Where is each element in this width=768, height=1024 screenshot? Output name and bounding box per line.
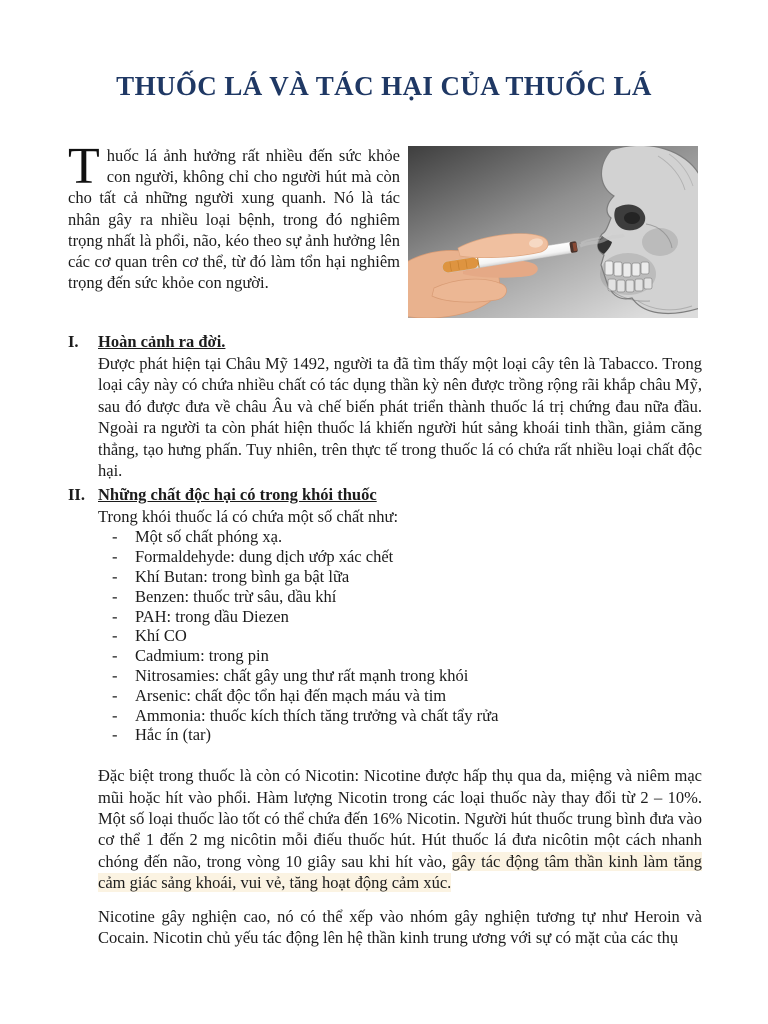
- section-2-numeral: II.: [68, 485, 85, 505]
- bullet-dash: -: [112, 606, 118, 626]
- list-item: [98, 587, 702, 607]
- list-item: [98, 666, 702, 686]
- list-item: [98, 527, 702, 547]
- list-item-text: PAH: trong dầu Diezen: [135, 606, 289, 626]
- list-item: [98, 686, 702, 706]
- bullet-dash: -: [112, 646, 118, 666]
- page-title: THUỐC LÁ VÀ TÁC HẠI CỦA THUỐC LÁ: [116, 71, 652, 101]
- section-1-text: Được phát hiện tại Châu Mỹ 1492, người ta đã tìm thấy một loại cây tên là Tabacco. Trong loại cây này có chứa nhiều chất có tác dụng thần kỳ nên được trồng rộng rãi khắp châu Mỹ, sau đó được đưa về châu Âu và chế biến phát triển thành thuốc lá trị chứng đau nữa đầu. Ngoài ra người ta còn phát hiện thuốc lá khiến người hút sảng khoái tinh thần, giảm căng thẳng, tạo hưng phấn. Tuy nhiên, trên thực tế trong thuốc lá có chứa rất nhiều loại chất độc hại.: [98, 354, 702, 481]
- list-item-text: Khí Butan: trong bình ga bật lữa: [135, 567, 350, 587]
- nicotine-paragraph-text: Đặc biệt trong thuốc là còn có Nicotin: Nicotine được hấp thụ qua da, miệng và niêm mạc mũi hoặc hít vào phổi. Hàm lượng Nicotin trong các loại thuốc này thay đổi từ 2 – 10%. Một số loại thuốc lào tốt có thể chứa đến 16% Nicotin. Người hút thuốc trung bình đưa vào cơ thể 1 đến 2 mg nicôtin mỗi điếu thuốc hút. Hút thuốc lá đưa nicôtin một cách nhanh chóng đến não, trong vòng 10 giây sau khi hít vào,: [98, 766, 702, 871]
- list-item: [98, 706, 702, 726]
- section-1-heading: Hoàn cảnh ra đời.: [98, 332, 226, 351]
- list-item-text: Hắc ín (tar): [135, 725, 212, 745]
- list-item-text: Arsenic: chất độc tổn hại đến mạch máu và tim: [135, 685, 447, 705]
- section-2-heading: Những chất độc hại có trong khói thuốc: [98, 485, 377, 505]
- intro-paragraph-text: huốc lá ảnh hưởng rất nhiều đến sức khỏe con người, không chỉ cho người hút mà còn cho tất cả những người xung quanh. Nó là tác nhân gây ra nhiều loại bệnh, trong đó nghiêm trọng nhất là phổi, não, kéo theo sự ảnh hưởng lên các cơ quan trên cơ thể, từ đó làm tổn hại nghiêm trọng đến sức khỏe con người.: [68, 146, 400, 293]
- bullet-dash: -: [112, 547, 118, 567]
- toxic-substances-list: [98, 527, 702, 745]
- intro-section: [0, 138, 768, 331]
- section-2: [68, 484, 702, 745]
- bullet-dash: -: [112, 586, 118, 606]
- list-item-text: Benzen: thuốc trừ sâu, dầu khí: [135, 586, 337, 606]
- section-1-numeral: I.: [68, 332, 79, 351]
- bullet-dash: -: [112, 666, 118, 686]
- list-item-text: Formaldehyde: dung dịch ướp xác chết: [135, 547, 394, 567]
- drop-cap: T: [68, 138, 100, 195]
- list-item: [98, 626, 702, 646]
- section-1: [68, 331, 702, 481]
- skull-illustration: [598, 146, 698, 313]
- bullet-dash: -: [112, 705, 118, 725]
- cigarette-skull-image: [408, 146, 698, 318]
- list-item-text: Nitrosamies: chất gây ung thư rất mạnh trong khói: [135, 666, 469, 686]
- bullet-dash: -: [112, 527, 118, 547]
- list-item-text: Ammonia: thuốc kích thích tăng trưởng và chất tẩy rửa: [135, 705, 499, 725]
- document-body: [68, 331, 702, 745]
- intro-paragraph: [68, 138, 400, 293]
- list-item: [98, 725, 702, 745]
- list-item: [98, 607, 702, 627]
- bullet-dash: -: [112, 626, 118, 646]
- list-item: [98, 567, 702, 587]
- list-item: [98, 646, 702, 666]
- list-item: [98, 547, 702, 567]
- section-2-lead: Trong khói thuốc lá có chứa một số chất như:: [98, 507, 399, 527]
- highlighted-text: gây tác động tâm thần kinh làm tăng cảm giác sảng khoái, vui vẻ, tăng hoạt động cảm xúc.: [98, 851, 702, 893]
- cigarette-skull-illustration: [408, 146, 698, 318]
- list-item-text: Khí CO: [135, 626, 187, 646]
- bullet-dash: -: [112, 567, 118, 587]
- bullet-dash: -: [112, 725, 118, 745]
- addiction-paragraph: Nicotine gây nghiện cao, nó có thể xếp vào nhóm gây nghiện tương tự như Heroin và Cocain. Nicotin chủ yếu tác động lên hệ thần kinh trung ương với sự có mặt của các thụ: [98, 906, 702, 948]
- nicotine-paragraph: [98, 765, 702, 893]
- bullet-dash: -: [112, 685, 118, 705]
- list-item-text: Một số chất phóng xạ.: [135, 527, 283, 547]
- list-item-text: Cadmium: trong pin: [135, 646, 269, 666]
